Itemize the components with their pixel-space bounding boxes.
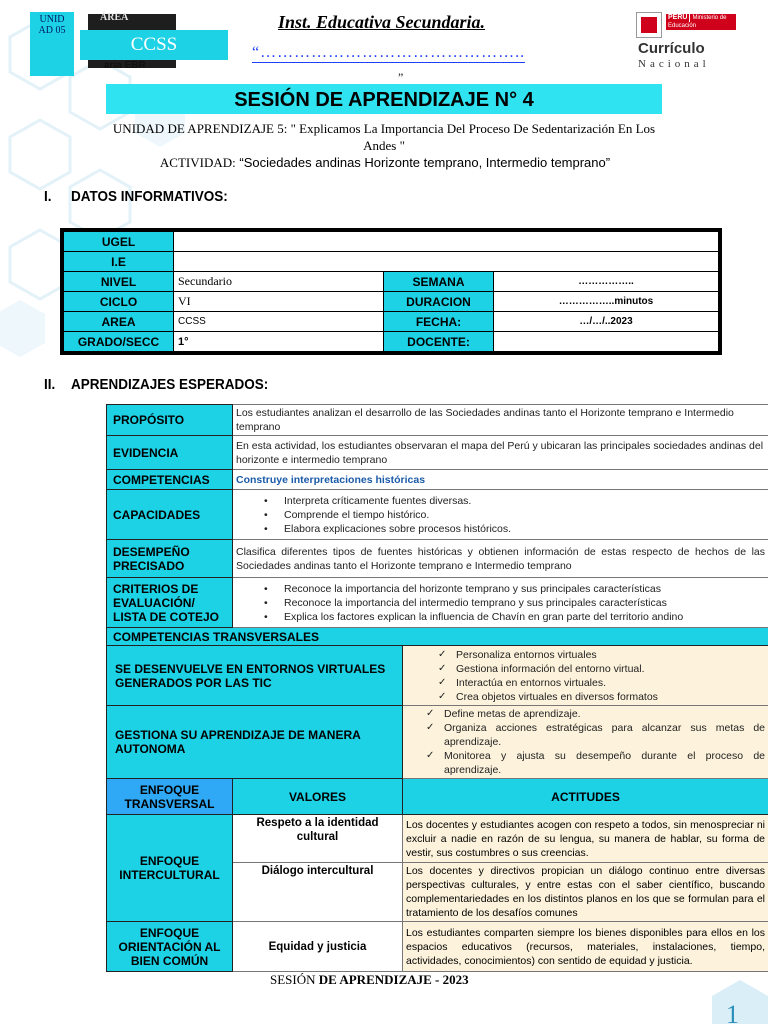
aprendizajes-table <box>106 404 768 972</box>
ugel-label: UGEL <box>64 232 174 252</box>
session-title: SESIÓN DE APRENDIZAJE N° 4 <box>106 84 662 114</box>
bien-comun-label: ENFOQUE ORIENTACIÓN AL BIEN COMÚN <box>107 922 233 972</box>
unidad-box-text: UNID AD 05 <box>38 14 66 36</box>
ministry-label: Ministerio de Educación <box>668 15 727 29</box>
intercultural-label: ENFOQUE INTERCULTURAL <box>107 815 233 922</box>
valor-respeto: Respeto a la identidad cultural <box>233 815 403 863</box>
valor-equidad: Equidad y justicia <box>233 922 403 972</box>
quote-close: ” <box>398 70 404 84</box>
table-row <box>107 646 768 706</box>
list-item: • Interpreta críticamente fuentes diversas. <box>284 494 765 508</box>
table-row <box>107 922 768 972</box>
actividad-line <box>60 155 710 171</box>
table-row <box>107 706 768 779</box>
datos-num: I. <box>44 188 52 205</box>
unidad-box <box>30 12 74 76</box>
curriculo-nacional-logo <box>632 10 746 72</box>
transversales-label: COMPETENCIAS TRANSVERSALES <box>107 628 768 646</box>
desempeno-label: DESEMPEÑO PRECISADO <box>107 540 233 578</box>
table-row <box>107 436 768 470</box>
datos-table <box>60 228 722 355</box>
ie-label: I.E <box>64 252 174 272</box>
table-row <box>107 540 768 578</box>
fecha-label: FECHA: <box>384 312 494 332</box>
actividad-text: “Sociedades andinas Horizonte temprano, Intermedio temprano” <box>239 155 611 170</box>
nivel-value: Secundario <box>174 272 384 292</box>
list-item: • Elabora explicaciones sobre procesos históricos. <box>284 522 765 536</box>
footer-bold: DE APRENDIZAJE - 2023 <box>318 972 469 987</box>
gestiona-list-cell <box>403 706 768 779</box>
gestiona-label: GESTIONA SU APRENDIZAJE DE MANERA AUTONOMA <box>107 706 403 779</box>
duracion-value: ……………..minutos <box>494 292 719 312</box>
list-item: ✓ Crea objetos virtuales en diversos formatos <box>456 690 765 704</box>
list-item: ✓ Organiza acciones estratégicas para alcanzar sus metas de aprendizaje. <box>444 721 765 749</box>
actitudes-header: ACTITUDES <box>403 779 768 815</box>
table-row <box>64 292 719 312</box>
ie-value <box>174 252 719 272</box>
list-item: • Comprende el tiempo histórico. <box>284 508 765 522</box>
datos-heading <box>44 188 228 205</box>
capacidades-list-cell <box>233 490 768 540</box>
proposito-text: Los estudiantes analizan el desarrollo de las Sociedades andinas tanto el Horizonte temprano e Intermedio temprano <box>233 405 768 436</box>
tic-label: SE DESENVUELVE EN ENTORNOS VIRTUALES GENERADOS POR LAS TIC <box>107 646 403 706</box>
list-item: ✓ Monitorea y ajusta su desempeño durante el proceso de aprendizaje. <box>444 749 765 777</box>
table-row <box>107 628 768 646</box>
area-field-label: AREA <box>64 312 174 332</box>
unidad-title: UNIDAD DE APRENDIZAJE 5: " Explicamos La Importancia Del Proceso De Sedentarización En Los Andes " <box>112 121 656 153</box>
table-row <box>107 490 768 540</box>
docente-label: DOCENTE: <box>384 332 494 352</box>
capacidades-label: CAPACIDADES <box>107 490 233 540</box>
criterios-list <box>236 582 765 624</box>
criterios-label: CRITERIOS DE EVALUACIÓN/ LISTA DE COTEJO <box>107 578 233 628</box>
list-item: • Reconoce la importancia del intermedio temprano y sus principales características <box>284 596 765 610</box>
actitud-dialogo: Los docentes y directivos propician un diálogo continuo entre diversas perspectivas culturales, y entre estas con el saber científico, buscando complementariedades en los distintos planos en los que se formulan para el tratamiento de los desafíos comunes <box>403 863 768 922</box>
list-item: ✓ Personaliza entornos virtuales <box>456 648 765 662</box>
page-number: 1 <box>726 1000 739 1024</box>
valores-header: VALORES <box>233 779 403 815</box>
enfoque-header: ENFOQUE TRANSVERSAL <box>107 779 233 815</box>
list-item: • Explica los factores explican la influencia de Chavín en gran parte del territorio andino <box>284 610 765 624</box>
tic-list <box>406 648 765 704</box>
aprendizajes-heading-text: APRENDIZAJES ESPERADOS: <box>71 376 269 393</box>
table-row <box>107 779 768 815</box>
semana-value: …………….. <box>494 272 719 292</box>
peru-label: PERÚ <box>668 14 690 22</box>
fecha-value: …/…/..2023 <box>494 312 719 332</box>
docente-value <box>494 332 719 352</box>
evidencia-text: En esta actividad, los estudiantes observaran el mapa del Perú y ubicaran las principales sociedades andinas del horizonte e intermedio temprano <box>233 436 768 470</box>
list-item: ✓ Gestiona información del entorno virtual. <box>456 662 765 676</box>
footer-text <box>270 972 469 988</box>
institution-title: Inst. Educativa Secundaria. <box>278 12 486 32</box>
tic-list-cell <box>403 646 768 706</box>
table-row <box>64 332 719 352</box>
list-item: • Reconoce la importancia del horizonte temprano y sus principales características <box>284 582 765 596</box>
grado-value: 1° <box>174 332 384 352</box>
actitud-equidad: Los estudiantes comparten siempre los bienes disponibles para ellos en los espacios educativos (recursos, materiales, instalaciones, tiempo, actividades, conocimientos) con sentido de equidad y justicia. <box>403 922 768 972</box>
ebr-label: aria EBR <box>104 60 146 71</box>
peru-shield-icon <box>636 12 662 38</box>
area-value: CCSS <box>174 312 384 332</box>
list-item: ✓ Define metas de aprendizaje. <box>444 707 765 721</box>
ciclo-label: CICLO <box>64 292 174 312</box>
table-row <box>64 252 719 272</box>
desempeno-text: Clasifica diferentes tipos de fuentes históricas y obtienen información de estas respecto de hechos de las Sociedades andinas tanto el Horizonte temprano e Intermedio temprano <box>233 540 768 578</box>
ministry-banner <box>666 14 736 30</box>
competencias-label: COMPETENCIAS <box>107 470 233 490</box>
capacidades-list <box>236 494 765 536</box>
list-item: ✓ Interactúa en entornos virtuales. <box>456 676 765 690</box>
criterios-list-cell <box>233 578 768 628</box>
aprendizajes-heading <box>44 376 268 393</box>
table-row <box>64 312 719 332</box>
logo-nacional: Nacional <box>638 58 710 70</box>
valor-dialogo: Diálogo intercultural <box>233 863 403 922</box>
table-row <box>107 405 768 436</box>
table-row <box>64 272 719 292</box>
footer-plain: SESIÓN <box>270 972 316 987</box>
ugel-value <box>174 232 719 252</box>
ccss-box: CCSS <box>80 30 228 60</box>
area-label: ÁREA <box>100 12 129 23</box>
duracion-label: DURACION <box>384 292 494 312</box>
table-row <box>107 815 768 863</box>
nivel-label: NIVEL <box>64 272 174 292</box>
competencias-text: Construye interpretaciones históricas <box>233 470 768 490</box>
evidencia-label: EVIDENCIA <box>107 436 233 470</box>
grado-label: GRADO/SECC <box>64 332 174 352</box>
proposito-label: PROPÓSITO <box>107 405 233 436</box>
quote-line: “……………………………………….. <box>252 44 526 61</box>
actitud-respeto: Los docentes y estudiantes acogen con respeto a todos, sin menospreciar ni excluir a nadie en razón de su lengua, su manera de hablar, su forma de vestir, sus costumbres o sus creencias. <box>403 815 768 863</box>
gestiona-list <box>406 707 765 777</box>
actividad-label: ACTIVIDAD: <box>159 155 236 170</box>
table-row <box>107 470 768 490</box>
table-row <box>107 578 768 628</box>
datos-heading-text: DATOS INFORMATIVOS: <box>71 188 228 205</box>
logo-curriculo: Currículo <box>638 40 705 57</box>
ciclo-value: VI <box>174 292 384 312</box>
semana-label: SEMANA <box>384 272 494 292</box>
aprendizajes-num: II. <box>44 376 56 393</box>
table-row <box>64 232 719 252</box>
